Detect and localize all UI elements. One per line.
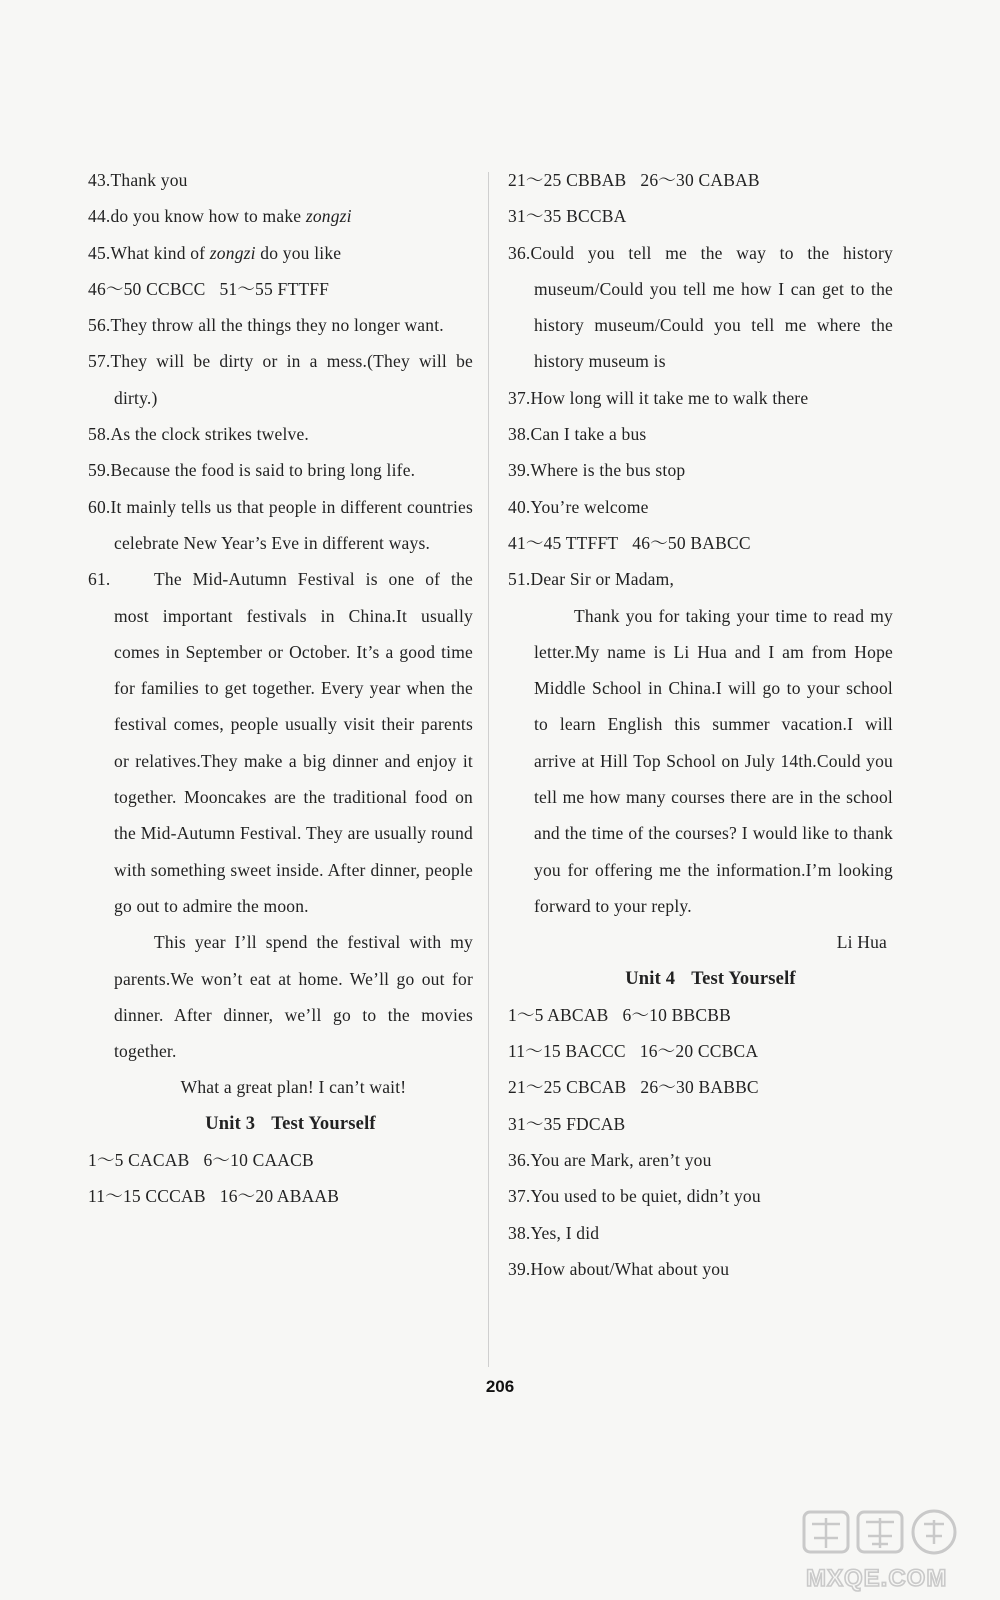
unit-4-answer-38: 38.Yes, I did [508,1222,600,1243]
unit-4-answer-39: 39.How about/What about you [508,1258,730,1279]
unit-3-row-11-20: 11～15 CCCAB 16～20 ABAAB [88,1186,340,1207]
answer-38: 38.Can I take a bus [508,424,647,445]
column-divider [488,172,489,1367]
answer-61-label: 61. [88,569,111,590]
answer-row-46-55: 46～50 CCBCC 51～55 FTTFF [88,278,330,299]
answer-61-paragraph-3: What a great plan! I can’t wait! [180,1077,407,1098]
answer-39: 39.Where is the bus stop [508,460,686,481]
answer-59: 59.Because the food is said to bring long life. [88,460,416,481]
letter-body: Thank you for taking your time to read my letter.My name is Li Hua and I am from Hope Middle School in China.I will go to your school to learn English this summer vacation.I will arrive at Hill Top School on July 14th.Could you tell me how many courses there are in the school and the time of the courses? I would like to thank you for offering me the information.I’m looking forward to your reply. [534,605,893,916]
italic-term: zongzi [305,206,352,227]
right-column [508,162,893,1287]
unit-3-row-1-10: 1～5 CACAB 6～10 CAACB [88,1150,314,1171]
unit-3-heading: Unit 3 Test Yourself [205,1113,376,1134]
answer-56: 56.They throw all the things they no longer want. [88,315,444,336]
unit-4-row-11-20: 11～15 BACCC 16～20 CCBCA [508,1041,759,1062]
unit-3-row-21-30: 21～25 CBBAB 26～30 CABAB [508,170,760,190]
answer-43: 43.Thank you [88,170,188,190]
svg-text:MXQE.COM: MXQE.COM [806,1565,948,1592]
unit-4-row-31-35: 31～35 FDCAB [508,1113,626,1134]
unit-4-row-21-30: 21～25 CBCAB 26～30 BABBC [508,1077,759,1098]
answer-37: 37.How long will it take me to walk there [508,387,809,408]
answer-58: 58.As the clock strikes twelve. [88,424,310,445]
letter-signoff: Li Hua [836,932,887,953]
answer-45: 45.What kind of zongzi do you like [88,242,342,263]
unit-4-answer-36: 36.You are Mark, aren’t you [508,1150,712,1171]
unit-3-row-31-35: 31～35 BCCBA [508,206,627,227]
left-column [88,162,473,1215]
unit-4-row-1-10: 1～5 ABCAB 6～10 BBCBB [508,1004,732,1025]
letter-greeting: 51.Dear Sir or Madam, [508,569,675,590]
unit-4-answer-37: 37.You used to be quiet, didn’t you [508,1186,761,1207]
answer-61-paragraph-1: 61. The Mid-Autumn Festival is one of the most important festivals in China.It usually comes in September or October. It’s a good time for families to get together. Every year when the festival comes, people usually visit their parents or relatives.They make a big dinner and enjoy it together. Mooncakes are the traditional food on the Mid-Autumn Festival. They are usually round with something sweet inside. After dinner, people go out to admire the moon. [88,561,473,924]
italic-term: zongzi [209,242,256,263]
watermark-logo-icon [800,1506,970,1594]
page-number: 206 [485,1377,515,1396]
answer-40: 40.You’re welcome [508,496,649,517]
answer-44: 44.do you know how to make zongzi [88,206,352,227]
answer-36: 36.Could you tell me the way to the history museum/Could you tell me how I can get to the history museum/Could you tell me where the history museum is [508,242,893,372]
answer-57: 57.They will be dirty or in a mess.(They will be dirty.) [88,351,473,408]
answer-row-41-50: 41～45 TTFFT 46～50 BABCC [508,532,751,553]
answer-61-paragraph-2: This year I’ll spend the festival with my parents.We won’t eat at home. We’ll go out for dinner. After dinner, we’ll go to the movies together. [114,932,473,1062]
unit-4-heading: Unit 4 Test Yourself [625,968,796,989]
answer-60: 60.It mainly tells us that people in different countries celebrate New Year’s Eve in different ways. [88,496,473,553]
